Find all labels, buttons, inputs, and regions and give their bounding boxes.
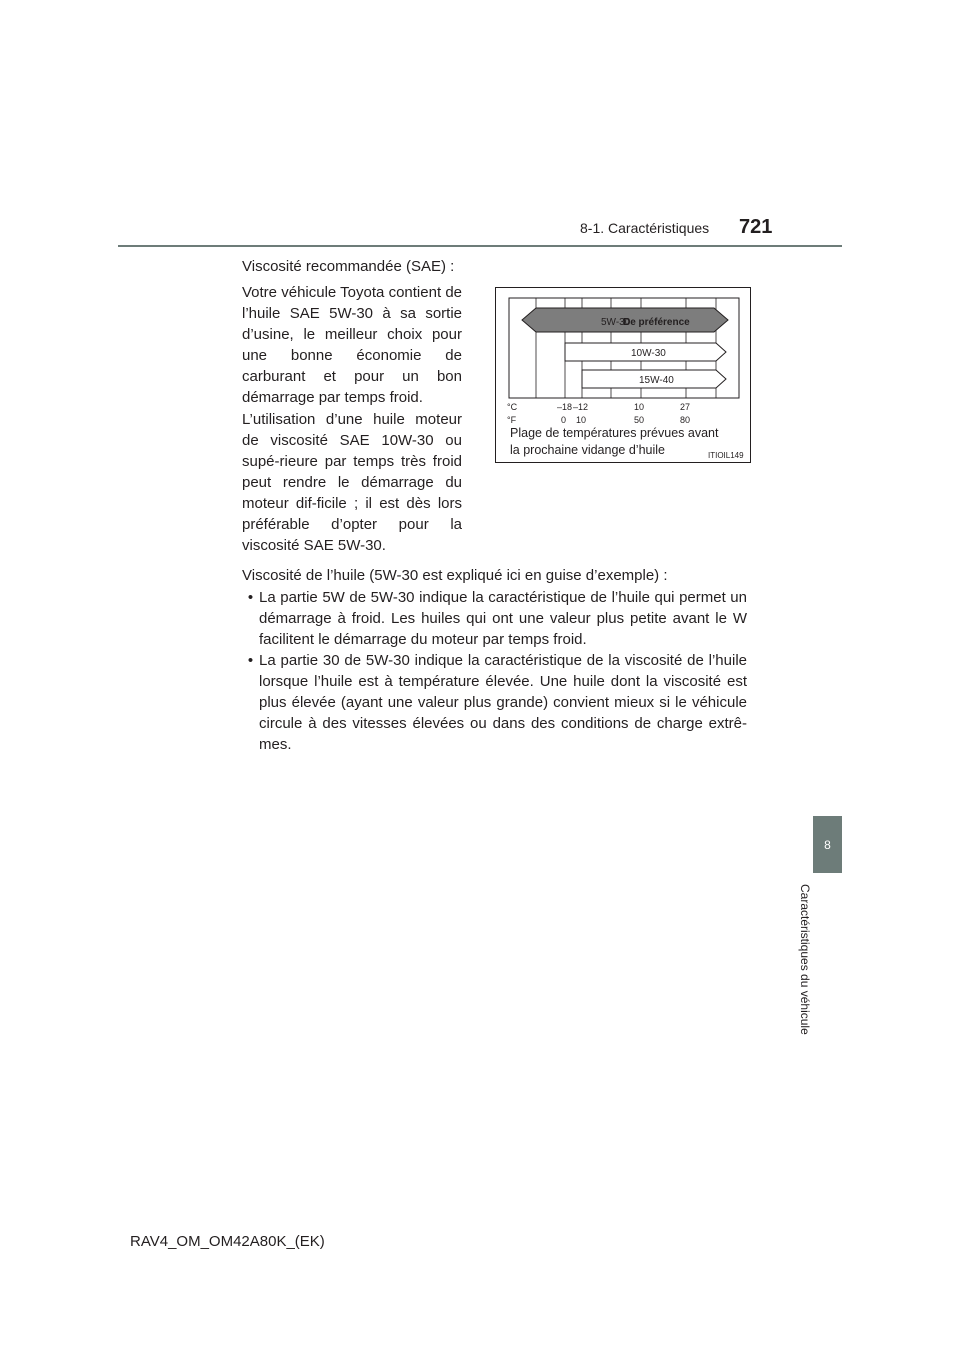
fahrenheit-tick: 80 [680,415,691,425]
chapter-tab[interactable] [813,816,842,873]
list-item [242,650,747,755]
fahrenheit-tick: 0 [561,415,567,425]
fahrenheit-tick: 50 [634,415,645,425]
chapter-label: Caractéristiques du véhicule [798,884,812,1035]
celsius-tick: 27 [680,402,691,412]
cold-weather-paragraph: L’utilisation d’une huile moteur de viscosité SAE 10W-30 ou supé-rieure par temps très froid peut rendre le démarrage du moteur dif-ficile ; il est dès lors préférable d’opter pour la viscosité SAE 5W-30. [242,411,462,554]
bullet-mark: • [247,589,254,606]
bullet-mark: • [247,652,254,669]
page-number: 721 [739,216,773,238]
viscosity-intro: Viscosité recommandée (SAE) : [242,258,455,275]
viscosity-explanation-heading: Viscosité de l’huile (5W-30 est expliqué ici en guise d’exemple) : [242,567,668,584]
bar-15w40-label: 15W-40 [639,375,674,386]
viscosity-temperature-figure [495,287,751,463]
figure-id: ITIOIL149 [708,451,744,460]
header-rule [118,245,842,247]
bar-5w30-label: 5W-30 [601,317,631,328]
section-title: 8-1. Caractéristiques [580,220,710,236]
figure-caption-line2: la prochaine vidange d’huile [510,443,665,457]
factory-oil-paragraph: Votre véhicule Toyota contient de l’huile SAE 5W-30 à sa sortie d’usine, le meilleur choix pour une bonne économie de carburant et pour un bon démarrage par temps froid. [242,284,462,406]
fahrenheit-unit: °F [507,415,517,425]
bullet-text: La partie 30 de 5W-30 indique la caractéristique de la viscosité de l’huile lorsque l’huile est à température élevée. Une huile dont la viscosité est plus élevée (ayant une valeur plus grande) convient mieux si le véhicule circule à des vitesses élevées ou dans des conditions de charge extrê-mes. [259,652,747,753]
celsius-tick: –18 [557,402,573,412]
fahrenheit-tick: 10 [576,415,587,425]
chapter-number: 8 [824,837,831,852]
figure-caption-line1: Plage de températures prévues avant [510,426,719,440]
bar-10w30-label: 10W-30 [631,348,666,359]
celsius-tick: –12 [573,402,589,412]
celsius-unit: °C [507,402,518,412]
document-code: RAV4_OM_OM42A80K_(EK) [130,1233,325,1250]
celsius-tick: 10 [634,402,645,412]
bullet-text: La partie 5W de 5W-30 indique la caractéristique de l’huile qui permet un démarrage à froid. Les huiles qui ont une valeur plus petite avant le W facilitent le démarrage du moteur par temps froid. [259,589,747,648]
list-item [242,587,747,650]
viscosity-chart [496,288,752,464]
bar-5w30-note: De préférence [623,317,690,328]
viscosity-bullets [242,587,747,755]
